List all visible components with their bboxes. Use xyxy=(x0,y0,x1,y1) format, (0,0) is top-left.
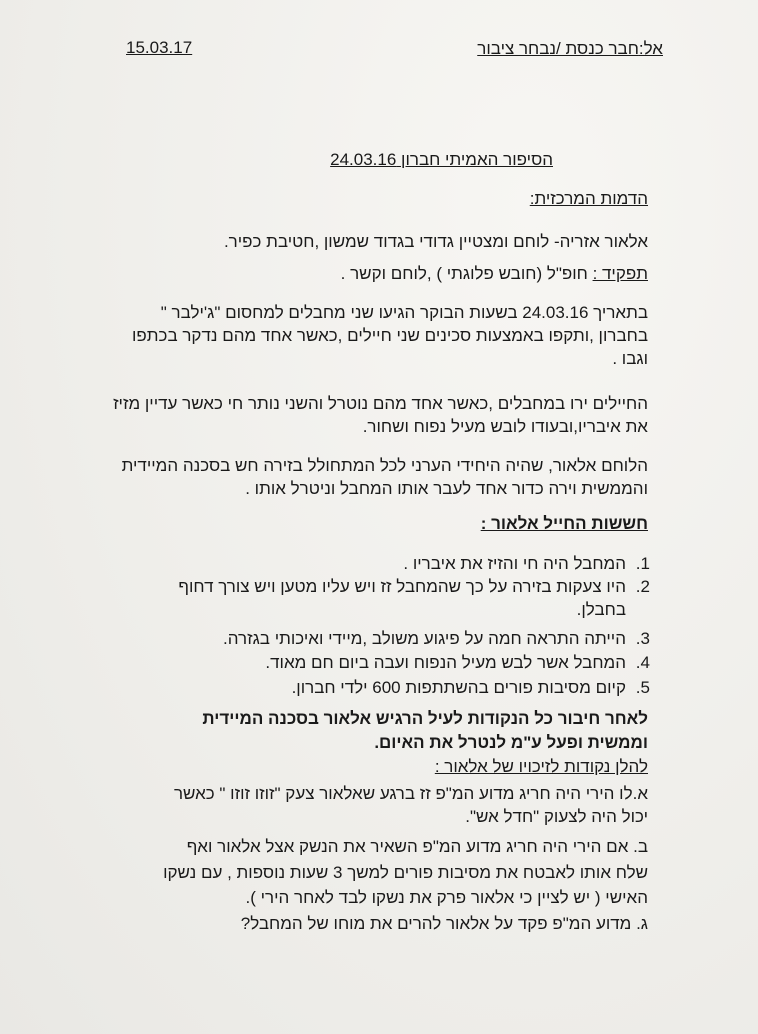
point-line: ג. מדוע המ"פ פקד על אלאור להרים את מוחו של המחבל? xyxy=(240,914,648,933)
to-value: חבר כנסת /נבחר ציבור xyxy=(477,39,639,58)
paragraph-line: בחברון ,ותקפו באמצעות סכינים שני חיילים ,כאשר אחד מהם נדקר בכתפו xyxy=(132,326,648,345)
paragraph-line: וגבו . xyxy=(612,349,648,368)
central-figure-line: אלאור אזריה- לוחם ומצטיין גדודי בגדוד שמשון ,חטיבת כפיר. xyxy=(223,232,648,251)
concerns-heading: חששות החייל אלאור : xyxy=(480,514,648,533)
paragraph-line: את איבריו,ובעודו לובש מעיל נפוח ושחור. xyxy=(362,417,648,436)
point-line: יכול היה לצעוק "חדל אש". xyxy=(465,807,648,826)
paragraph-line: הלוחם אלאור, שהיה היחידי הערני לכל המתחולל בזירה חש בסכנה המיידית xyxy=(121,456,648,475)
paragraph-line: החיילים ירו במחבלים ,כאשר אחד מהם נוטרל והשני נותר חי כאשר עדיין מזיז xyxy=(113,394,648,413)
point-line: האישי ( יש לציין כי אלאור פרק את נשקו לבד לאחר הירי ). xyxy=(245,888,648,907)
role-line xyxy=(100,263,648,285)
paragraph-line: והממשית וירה כדור אחד לעבר אותו המחבל וניטרל אותו . xyxy=(245,479,648,498)
central-figure-heading: הדמות המרכזית: xyxy=(529,189,648,208)
list-item: 1.המחבל היה חי והזיז את איבריו . xyxy=(403,554,650,573)
list-item: 3.הייתה התראה חמה על פיגוע משולב ,מיידי ואיכותי בגזרה. xyxy=(223,629,650,648)
conclusion-line: וממשית ופעל ע"מ לנטרל את האיום. xyxy=(374,733,648,752)
letter-date: 15.03.17 xyxy=(126,38,193,57)
list-item: 2.היו צעקות בזירה על כך שהמחבל זז ויש עליו מטען ויש צורך דחוף xyxy=(178,577,650,596)
to-label: אל: xyxy=(638,39,663,58)
list-item: 5.קיום מסיבות פורים בהשתתפות 600 ילדי חברון. xyxy=(291,678,650,697)
points-heading: להלן נקודות לזיכויו של אלאור : xyxy=(434,757,648,776)
list-item: 4.המחבל אשר לבש מעיל הנפוח ועבה ביום חם מאוד. xyxy=(265,653,650,672)
document-title: הסיפור האמיתי חברון 24.03.16 xyxy=(330,150,553,169)
conclusion-line: לאחר חיבור כל הנקודות לעיל הרגיש אלאור בסכנה המיידית xyxy=(202,709,648,728)
point-line: א.לו הירי היה חריג מדוע המ"פ זז ברגע שאלאור צעק "זוזו זוזו " כאשר xyxy=(173,784,648,803)
point-line: שלח אותו לאבטח את מסיבות פורים למשך 3 שעות נוספות , עם נשקו xyxy=(163,863,648,882)
list-item-continuation: בחבלן. xyxy=(576,600,626,619)
point-line: ב. אם הירי היה חריג מדוע המ"פ השאיר את הנשק אצל אלאור ואף xyxy=(186,837,648,856)
role-label: תפקיד : xyxy=(592,264,648,283)
paragraph-line: בתאריך 24.03.16 בשעות הבוקר הגיעו שני מחבלים למחסום "ג'ילבר " xyxy=(160,303,648,322)
role-value: חופ"ל (חובש פלוגתי ) ,לוחם וקשר . xyxy=(340,264,593,283)
